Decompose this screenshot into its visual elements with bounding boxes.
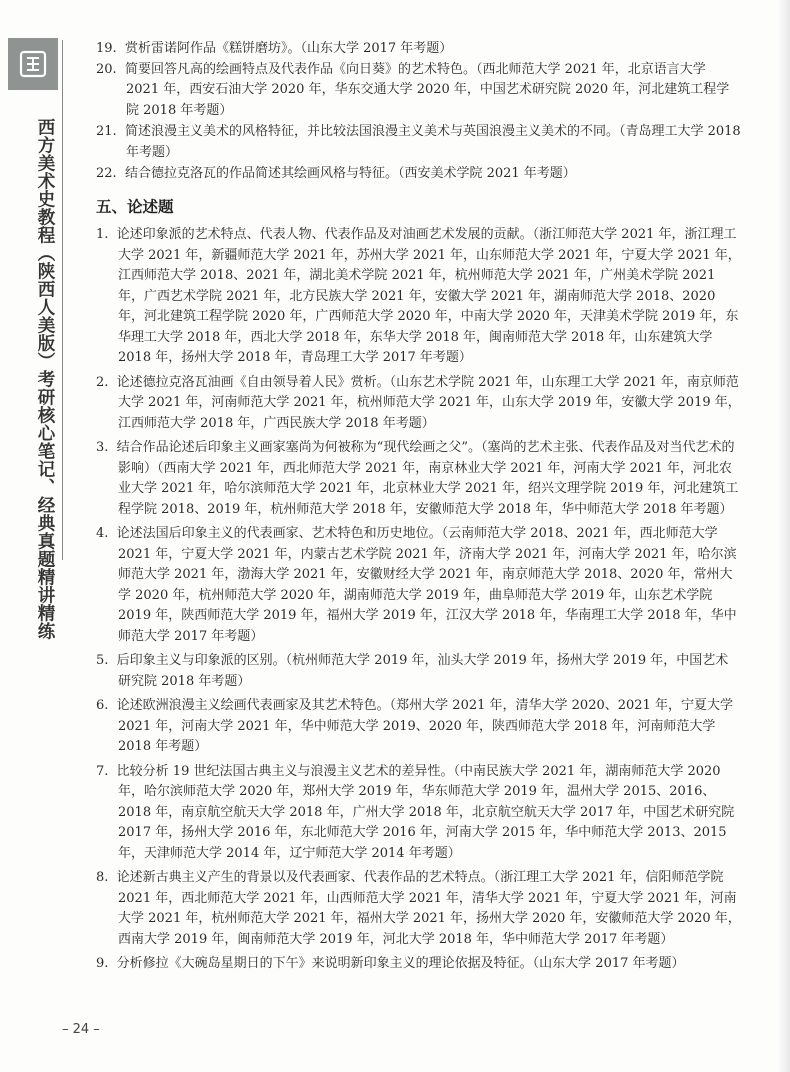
question-text: 论述新古典主义产生的背景以及代表画家、代表作品的艺术特点。（浙江理工大学 2021 年，信阳师范学院 2021 年，西北师范大学 2021 年，山西师范大学 2021 年，清华大学 2021 年，宁夏大学 2021 年，河南大学 2021 年，杭州师范大学 2021 年，福州大学 2021 年，扬州大学 2020 年，安徽师范大学 2020 年，西南大学 2019 年，闽南师范大学 2019 年，河北大学 2018 年，华中师范大学 2017 年考题） — [116, 870, 741, 947]
question-text: 分析修拉《大碗岛星期日的下午》来说明新印象主义的理论依据及特征。（山东大学 2017 年考题） — [116, 956, 685, 971]
question-number: 5. — [96, 653, 109, 668]
question-number: 21. — [96, 124, 117, 139]
essay-question-item — [96, 438, 741, 520]
question-text: 赏析雷诺阿作品《糕饼磨坊》。（山东大学 2017 年考题） — [124, 41, 453, 56]
question-text: 论述德拉克洛瓦油画《自由领导着人民》赏析。（山东艺术学院 2021 年，山东理工大学 2021 年，南京师范大学 2021 年，河南师范大学 2021 年，杭州师范大学 2021 年，山东大学 2019 年，安徽大学 2019 年，江西师范大学 2018 年，广西民族大学 2018 年考题） — [116, 374, 741, 431]
question-number: 6. — [96, 698, 109, 713]
question-number: 3. — [96, 440, 109, 455]
essay-question-item — [96, 954, 741, 975]
question-item — [96, 164, 741, 185]
essay-question-item — [96, 762, 741, 865]
question-text: 结合德拉克洛瓦的作品简述其绘画风格与特征。（西安美术学院 2021 年考题） — [124, 166, 576, 181]
question-text: 论述法国后印象主义的代表画家、艺术特色和历史地位。（云南师范大学 2018、2021 年，西北师范大学 2021 年，宁夏大学 2021 年，内蒙古艺术学院 2021 年，济南大学 2021 年，河南大学 2021 年，哈尔滨师范大学 2021 年，渤海大学 2021 年，安徽财经大学 2021 年，南京师范大学 2018、2020 年，常州大学 2020 年，杭州师范大学 2020 年，湖南师范大学 2019 年，曲阜师范大学 2019 年，山东艺术学院 2019 年，陕西师范大学 2019 年，福州大学 2019 年，江汉大学 2018 年，华南理工大学 2018 年，华中师范大学 2017 年考题） — [116, 526, 737, 644]
question-text: 结合作品论述后印象主义画家塞尚为何被称为“现代绘画之父”。（塞尚的艺术主张、代表作品及对当代艺术的影响）（西南大学 2021 年，西北师范大学 2021 年，南京林业大学 2021 年，河南大学 2021 年，河北农业大学 2021 年，哈尔滨师范大学 2021 年，北京林业大学 2021 年，绍兴文理学院 2019 年，河北建筑工程学院 2018、2019 年，杭州师范大学 2018 年，安徽师范大学 2018 年，华中师范大学 2018 年考题） — [116, 440, 739, 517]
essay-question-item — [96, 373, 741, 435]
essay-question-item — [96, 868, 741, 950]
essay-question-item — [96, 524, 741, 647]
essay-question-item — [96, 696, 741, 758]
page-number: – 24 – — [62, 1022, 100, 1037]
book-title-vertical: 西方美术史教程（陕西人美版）考研核心笔记、经典真题精讲精练 — [35, 118, 55, 640]
question-item — [96, 39, 741, 60]
question-text: 比较分析 19 世纪法国古典主义与浪漫主义艺术的差异性。（中南民族大学 2021 年，湖南师范大学 2020 年，哈尔滨师范大学 2020 年，郑州大学 2019 年，华东师范大学 2019 年，温州大学 2015、2016、2018 年，南京航空航天大学 2018 年，广州大学 2018 年，北京航空航天大学 2017 年，中国艺术研究院 2017 年，扬州大学 2016 年，东北师范大学 2016 年，河南大学 2015 年，华中师范大学 2013、2015 年，天津师范大学 2014 年，辽宁师范大学 2014 年考题） — [116, 763, 735, 861]
question-text: 简要回答凡高的绘画特点及代表作品《向日葵》的艺术特色。（西北师范大学 2021 年，北京语言大学 2021 年，西安石油大学 2020 年，华东交通大学 2020 年，中国艺术研究院 2020 年，河北建筑工程学院 2018 年考题） — [124, 61, 730, 118]
section-heading: 五、论述题 — [96, 197, 174, 216]
question-text: 后印象主义与印象派的区别。（杭州师范大学 2019 年，汕头大学 2019 年，扬州大学 2019 年，中国艺术研究院 2018 年考题） — [116, 653, 729, 689]
question-number: 4. — [96, 526, 109, 541]
book-logo — [8, 38, 58, 90]
question-number: 8. — [96, 870, 109, 885]
question-number: 9. — [96, 956, 109, 971]
question-number: 2. — [96, 374, 109, 390]
question-number: 22. — [96, 166, 117, 181]
question-item — [96, 122, 741, 163]
question-number: 19. — [96, 41, 117, 56]
question-number: 20. — [96, 61, 117, 77]
main-content — [96, 39, 741, 975]
page-edge-shadow — [776, 0, 790, 1072]
question-text: 论述印象派的艺术特点、代表人物、代表作品及对油画艺术发展的贡献。（浙江师范大学 2021 年，浙江理工大学 2021 年，新疆师范大学 2021 年，苏州大学 2021 年，山东师范大学 2021 年，宁夏大学 2021 年，江西师范大学 2018、2021 年，湖北美术学院 2021 年，杭州师范大学 2021 年，广州美术学院 2021 年，广西艺术学院 2021 年，北方民族大学 2021 年，安徽大学 2021 年，湖南师范大学 2018、2020 年，河北建筑工程学院 2020 年，广西师范大学 2020 年，中南大学 2020 年，天津美术学院 2019 年，东华理工大学 2018 年，西北大学 2018 年，东华大学 2018 年，闽南师范大学 2018 年，山东建筑大学 2018 年，扬州大学 2018 年，青岛理工大学 2017 年考题） — [116, 227, 741, 365]
question-text: 简述浪漫主义美术的风格特征，并比较法国浪漫主义美术与英国浪漫主义美术的不同。（青岛理工大学 2018 年考题） — [124, 124, 741, 160]
question-text: 论述欧洲浪漫主义绘画代表画家及其艺术特色。（郑州大学 2021 年，清华大学 2020、2021 年，宁夏大学 2021 年，河南大学 2021 年，华中师范大学 2019、2020 年，陕西师范大学 2018 年，河南师范大学 2018 年考题） — [116, 698, 733, 754]
question-item — [96, 60, 741, 122]
seal-icon — [18, 49, 48, 79]
essay-question-item — [96, 651, 741, 692]
sidebar-divider — [62, 40, 63, 560]
essay-question-item — [96, 225, 741, 369]
question-number: 7. — [96, 763, 109, 779]
question-number: 1. — [96, 227, 109, 242]
